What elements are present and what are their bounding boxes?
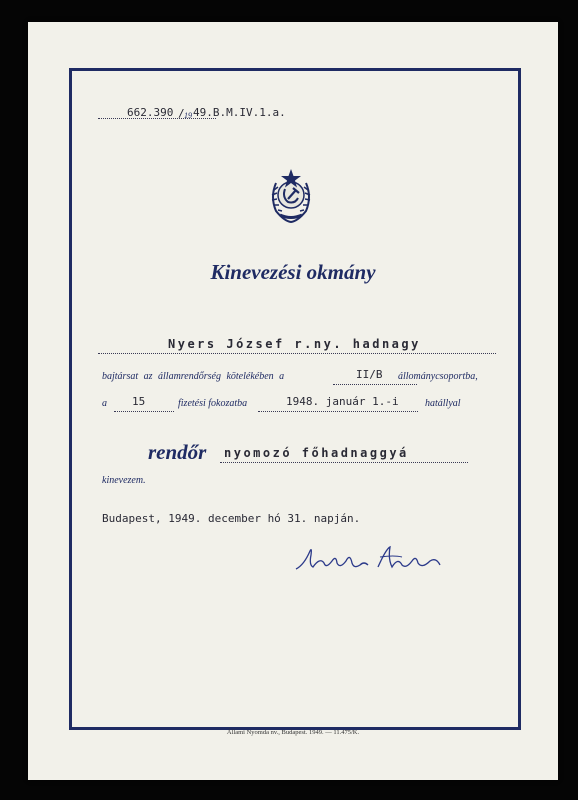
effective-date: 1948. január 1.-i bbox=[286, 395, 399, 408]
body-line2-prefix: a bbox=[102, 398, 107, 409]
rank-prefix: rendőr bbox=[148, 440, 207, 464]
group-dotted-line bbox=[333, 384, 417, 385]
place-date: Budapest, 1949. december hó 31. napján. bbox=[102, 512, 361, 525]
body-line1-suffix: állománycsoportba, bbox=[398, 371, 478, 382]
coat-of-arms-icon bbox=[266, 165, 316, 225]
rank-title: nyomozó főhadnaggyá bbox=[224, 446, 409, 460]
reference-year-prefix: 19 bbox=[184, 111, 192, 120]
group-value: II/B bbox=[356, 368, 383, 381]
signature bbox=[290, 539, 450, 579]
reference-separator: / bbox=[178, 107, 185, 120]
grade-value: 15 bbox=[132, 395, 146, 408]
body-line1-text: bajtársat az államrendőrség kötelékében a bbox=[102, 371, 285, 382]
printer-footer: Állami Nyomda nv., Budapest. 1949. — 11.475/K. bbox=[226, 729, 360, 736]
body-line2-suffix: hatállyal bbox=[425, 398, 461, 409]
date-dotted-line bbox=[258, 411, 418, 412]
rank-dotted-line bbox=[220, 462, 468, 463]
grade-label: fizetési fokozatba bbox=[178, 398, 248, 409]
appointed-text: kinevezem. bbox=[102, 475, 146, 486]
appointee-name: Nyers József r.ny. hadnagy bbox=[168, 337, 421, 351]
reference-number-part2: 49.B.M.IV.1.a. bbox=[193, 106, 286, 119]
name-dotted-line bbox=[98, 353, 496, 354]
document-title: Kinevezési okmány bbox=[210, 260, 376, 284]
reference-number-part1: 662.390 bbox=[127, 106, 174, 119]
document-paper bbox=[28, 22, 558, 780]
grade-dotted-line bbox=[114, 411, 174, 412]
